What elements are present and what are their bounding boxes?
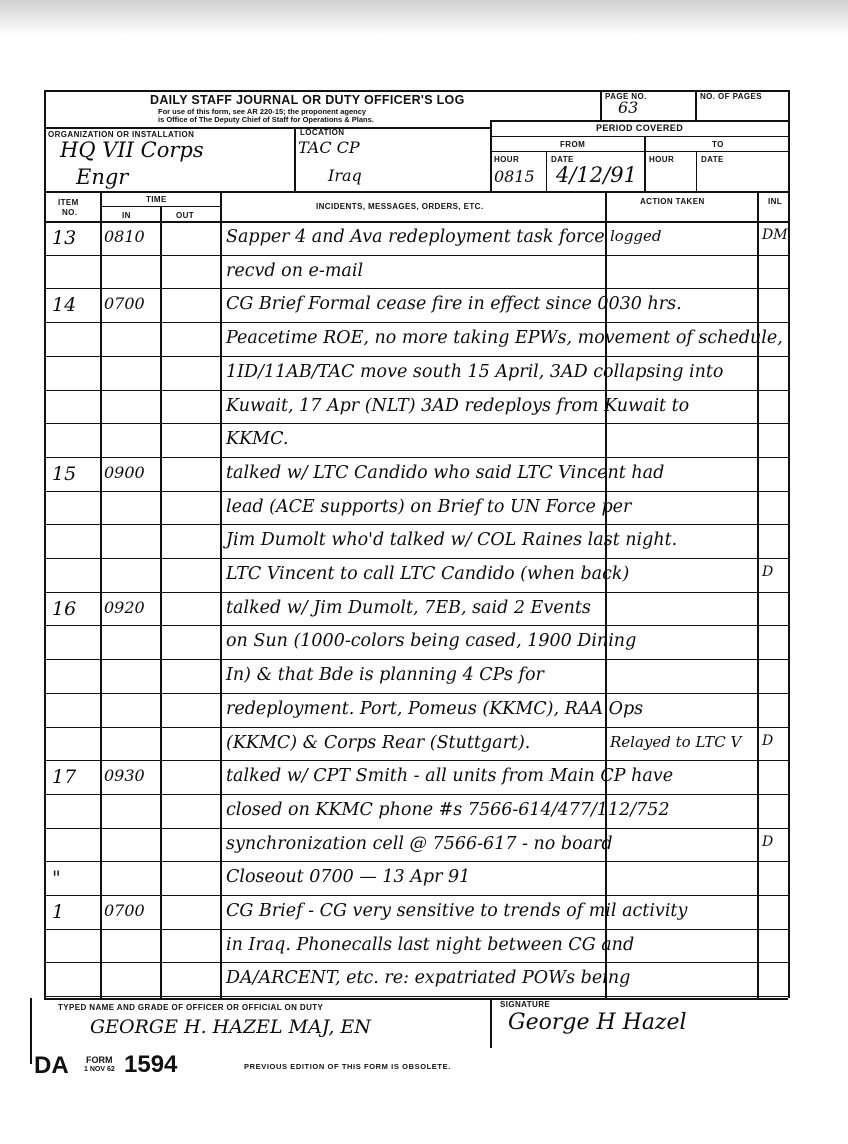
row-divider bbox=[44, 760, 788, 761]
form-title: DAILY STAFF JOURNAL OR DUTY OFFICER'S LOG bbox=[150, 93, 465, 107]
obsolete-note: PREVIOUS EDITION OF THIS FORM IS OBSOLETE. bbox=[244, 1062, 451, 1071]
row-divider bbox=[44, 423, 788, 424]
row-divider bbox=[44, 996, 788, 997]
entry-text: closed on KKMC phone #s 7566-614/477/112/752 bbox=[226, 799, 670, 820]
from-label: FROM bbox=[560, 140, 586, 149]
row-divider bbox=[44, 322, 788, 323]
page-no-value: 63 bbox=[618, 98, 639, 117]
org-value-1: HQ VII Corps bbox=[60, 138, 204, 162]
from-hour-label: HOUR bbox=[494, 155, 520, 164]
entry-text: Kuwait, 17 Apr (NLT) 3AD redeploys from Kuwait to bbox=[226, 395, 690, 416]
location-value-2: Iraq bbox=[328, 166, 362, 185]
time-out-label: OUT bbox=[176, 211, 195, 220]
page-no-label: PAGE NO. bbox=[605, 92, 647, 101]
row-divider bbox=[44, 457, 788, 458]
entry-text: redeployment. Port, Pomeus (KKMC), RAA Ops bbox=[226, 698, 644, 719]
entry-text: KKMC. bbox=[226, 429, 289, 450]
time-in: 0920 bbox=[104, 597, 145, 617]
form-date: 1 NOV 62 bbox=[84, 1066, 115, 1073]
action-label: ACTION TAKEN bbox=[640, 197, 705, 206]
time-in: 0700 bbox=[104, 901, 145, 920]
entry-text: LTC Vincent to call LTC Candido (when back) bbox=[226, 564, 630, 584]
time-in: 0700 bbox=[104, 294, 145, 314]
row-divider bbox=[44, 828, 788, 829]
entry-text: CG Brief - CG very sensitive to trends of mil activity bbox=[226, 901, 688, 921]
row-divider bbox=[44, 524, 788, 525]
time-in: 0900 bbox=[104, 462, 145, 482]
from-date-value: 4/12/91 bbox=[556, 163, 637, 187]
row-divider bbox=[44, 288, 788, 289]
item-no: " bbox=[52, 867, 61, 890]
entry-text: in Iraq. Phonecalls last night between CG and bbox=[226, 934, 635, 955]
action-taken: Relayed to LTC V bbox=[610, 732, 742, 751]
signature-label: SIGNATURE bbox=[500, 1000, 551, 1009]
time-in: 0930 bbox=[104, 766, 145, 786]
item-no: 1 bbox=[52, 901, 65, 923]
row-divider bbox=[44, 962, 788, 963]
entry-text: on Sun (1000-colors being cased, 1900 Dining bbox=[226, 631, 637, 652]
from-hour-value: 0815 bbox=[494, 167, 535, 186]
entry-text: 1ID/11AB/TAC move south 15 April, 3AD collapsing into bbox=[226, 361, 724, 382]
inl-initials: D bbox=[762, 732, 774, 749]
time-in-label: IN bbox=[122, 211, 131, 220]
inl-initials: D bbox=[762, 833, 774, 850]
item-label-2: NO. bbox=[62, 208, 78, 217]
inl-initials: DM bbox=[762, 227, 788, 243]
to-hour-label: HOUR bbox=[649, 155, 675, 164]
incidents-label: INCIDENTS, MESSAGES, ORDERS, ETC. bbox=[316, 202, 484, 211]
item-label-1: ITEM bbox=[58, 198, 79, 207]
entry-text: CG Brief Formal cease fire in effect since 0030 hrs. bbox=[226, 294, 682, 315]
row-divider bbox=[44, 255, 788, 256]
row-divider bbox=[44, 895, 788, 896]
item-no: 15 bbox=[52, 462, 77, 485]
org-label: ORGANIZATION OR INSTALLATION bbox=[48, 130, 195, 139]
row-divider bbox=[44, 390, 788, 391]
item-no: 16 bbox=[52, 597, 77, 620]
item-no: 17 bbox=[52, 766, 77, 789]
entry-text: DA/ARCENT, etc. re: expatriated POWs being bbox=[226, 968, 631, 989]
inl-label: INL bbox=[768, 197, 783, 206]
entry-text: In) & that Bde is planning 4 CPs for bbox=[226, 665, 544, 686]
form-word: FORM bbox=[86, 1055, 113, 1065]
row-divider bbox=[44, 929, 788, 930]
from-date-label: DATE bbox=[551, 155, 574, 164]
row-divider bbox=[44, 558, 788, 559]
form-number: 1594 bbox=[124, 1051, 178, 1078]
entry-text: talked w/ CPT Smith - all units from Main CP have bbox=[226, 766, 674, 787]
location-label: LOCATION bbox=[300, 128, 345, 137]
row-divider bbox=[44, 794, 788, 795]
row-divider bbox=[44, 625, 788, 626]
form-subtitle-1: For use of this form, see AR 220-15; the proponent agency bbox=[158, 107, 367, 116]
entry-text: Peacetime ROE, no more taking EPWs, movement of schedule, bbox=[226, 328, 783, 349]
time-in: 0810 bbox=[104, 227, 145, 246]
location-value-1: TAC CP bbox=[298, 138, 360, 157]
time-label: TIME bbox=[146, 195, 167, 204]
row-divider bbox=[44, 356, 788, 357]
form-subtitle-2: is Office of The Deputy Chief of Staff for Operations & Plans. bbox=[158, 115, 374, 124]
entry-text: talked w/ Jim Dumolt, 7EB, said 2 Events bbox=[226, 597, 591, 618]
action-taken: logged bbox=[610, 227, 662, 245]
entry-text: (KKMC) & Corps Rear (Stuttgart). bbox=[226, 732, 531, 753]
entry-text: talked w/ LTC Candido who said LTC Vincent had bbox=[226, 462, 665, 483]
entry-text: Sapper 4 and Ava redeployment task force bbox=[226, 227, 605, 247]
row-divider bbox=[44, 727, 788, 728]
entry-text: lead (ACE supports) on Brief to UN Force per bbox=[226, 496, 632, 517]
row-divider bbox=[44, 861, 788, 862]
item-no: 13 bbox=[52, 227, 77, 249]
scan-shadow bbox=[0, 0, 848, 40]
row-divider bbox=[44, 592, 788, 593]
signature-value: George H Hazel bbox=[508, 1010, 687, 1035]
row-divider bbox=[44, 491, 788, 492]
to-label: TO bbox=[712, 140, 724, 149]
org-value-2: Engr bbox=[76, 165, 129, 189]
entry-text: Closeout 0700 — 13 Apr 91 bbox=[226, 867, 471, 888]
inl-initials: D bbox=[762, 564, 774, 580]
form-prefix: DA bbox=[34, 1052, 69, 1079]
typed-name-value: GEORGE H. HAZEL MAJ, EN bbox=[90, 1016, 371, 1038]
typed-name-label: TYPED NAME AND GRADE OF OFFICER OR OFFICIAL ON DUTY bbox=[58, 1003, 324, 1012]
row-divider bbox=[44, 693, 788, 694]
no-of-pages-label: NO. OF PAGES bbox=[700, 92, 762, 101]
period-covered-label: PERIOD COVERED bbox=[596, 123, 684, 133]
entry-text: Jim Dumolt who'd talked w/ COL Raines last night. bbox=[226, 530, 678, 551]
item-no: 14 bbox=[52, 294, 77, 317]
entry-text: recvd on e-mail bbox=[226, 260, 364, 281]
to-date-label: DATE bbox=[701, 155, 724, 164]
row-divider bbox=[44, 659, 788, 660]
entry-text: synchronization cell @ 7566-617 - no board bbox=[226, 833, 613, 854]
